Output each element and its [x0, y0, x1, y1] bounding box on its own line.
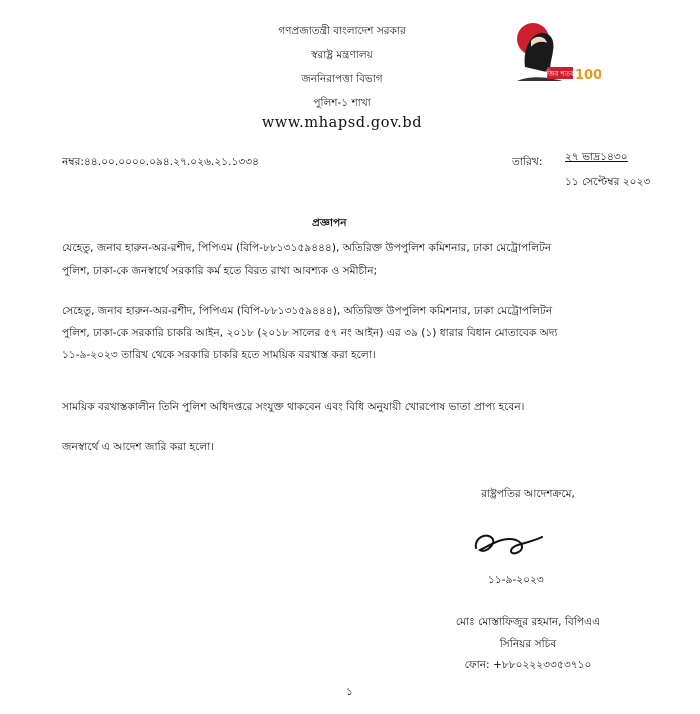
para-2-line-2: পুলিশ, ঢাকা-কে সরকারি চাকরি আইন, ২০১৮ (২০১৮ সালের ৫৭ নং আইন) এর ৩৯ (১) ধারার বিধান মোতাবেক অদ্য [62, 327, 558, 339]
para-1-line-1: যেহেতু, জনাব হারুন-অর-রশীদ, পিপিএম (বিপি-৮৮১৩১৫৯৪৪৪), অতিরিক্ত উপপুলিশ কমিশনার, ঢাকা মেট্রোপলিটন [62, 242, 552, 254]
branch-name: পুলিশ-১ শাখা [313, 97, 371, 109]
notification-title: প্রজ্ঞাপন [312, 217, 347, 229]
svg-text:100: 100 [575, 68, 601, 83]
signature-image [470, 520, 560, 570]
para-2-line-3: ১১-৯-২০২৩ তারিখ থেকে সরকারি চাকরি হতে সাময়িক বরখাস্ত করা হলো। [62, 349, 376, 361]
date-label: তারিখ: [512, 156, 543, 168]
signature-date: ১১-৯-২০২৩ [488, 574, 544, 586]
date-gregorian: ১১ সেপ্টেম্বর ২০২৩ [565, 176, 651, 188]
memo-number: নম্বর:৪৪.০০.০০০০.০৯৪.২৭.০২৬.২১.১৩৩৪ [62, 156, 259, 168]
svg-text:মুজিব শতবর্ষ: মুজিব শতবর্ষ [542, 70, 578, 78]
signatory-designation: সিনিয়র সচিব [499, 638, 557, 650]
signatory-phone: ফোন: +৮৮০২২২৩৩৫৩৭১০ [464, 659, 592, 671]
govt-name: গণপ্রজাতন্ত্রী বাংলাদেশ সরকার [278, 25, 406, 37]
website-link[interactable]: www.mhapsd.gov.bd [261, 115, 423, 131]
para-2-line-1: সেহেতু, জনাব হারুন-অর-রশীদ, পিপিএম (বিপি-৮৮১৩১৫৯৪৪৪), অতিরিক্ত উপপুলিশ কমিশনার, ঢাকা মেট্রোপলিটন [62, 305, 553, 317]
division-name: জননিরাপত্তা বিভাগ [301, 73, 383, 85]
mujib-borsho-logo [511, 17, 601, 85]
president-order-line: রাষ্ট্রপতির আদেশক্রমে, [481, 488, 575, 500]
para-3: সাময়িক বরখাস্তকালীন তিনি পুলিশ অধিদপ্তরে সংযুক্ত থাকবেন এবং বিধি অনুযায়ী খোরপোষ ভাতা প্রাপ্য হবেন। [62, 401, 525, 413]
para-4: জনস্বার্থে এ আদেশ জারি করা হলো। [62, 441, 215, 453]
page-number: ১ [346, 686, 353, 698]
para-1-line-2: পুলিশ, ঢাকা-কে জনস্বার্থে সরকারি কর্ম হতে বিরত রাখা আবশ্যক ও সমীচীন; [62, 265, 378, 277]
signatory-name: মোঃ মোস্তাফিজুর রহমান, বিপিএএ [455, 616, 601, 628]
ministry-name: স্বরাষ্ট্র মন্ত্রণালয় [311, 49, 373, 61]
date-bangla: ২৭ ভাদ্র১৪৩০ [565, 151, 628, 163]
